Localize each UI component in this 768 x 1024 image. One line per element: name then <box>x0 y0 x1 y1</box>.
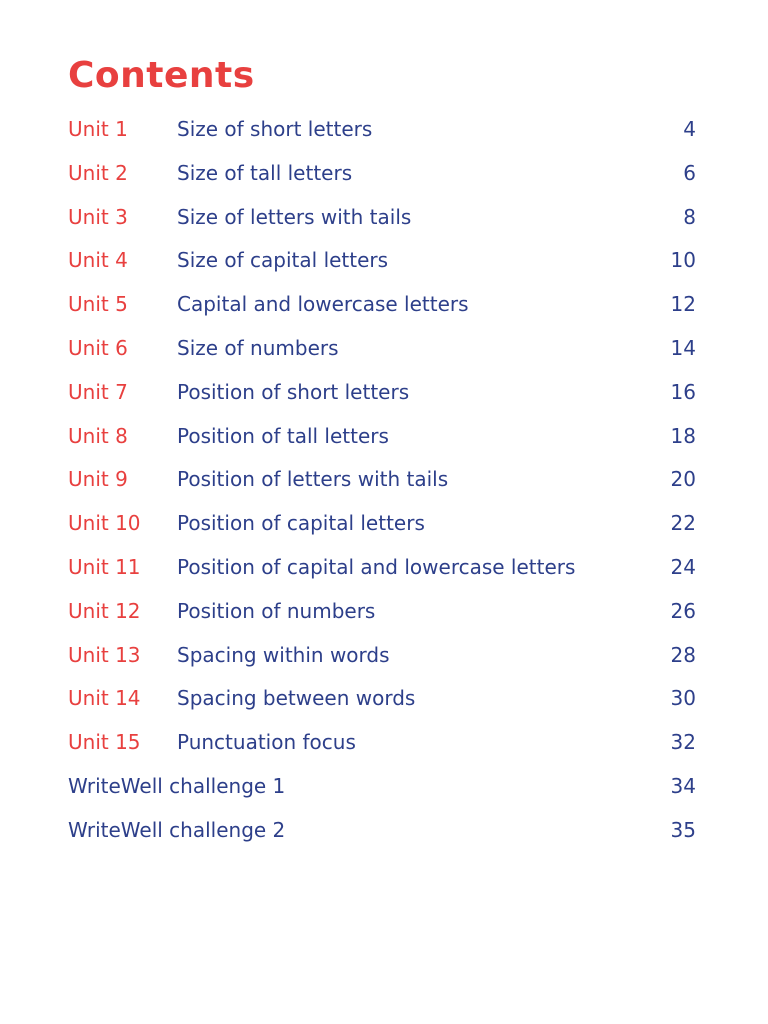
topic-title: Position of letters with tails <box>177 467 449 492</box>
topic-title: Capital and lowercase letters <box>177 292 469 317</box>
unit-label: Unit 11 <box>68 554 141 579</box>
topic-title: Size of letters with tails <box>177 204 412 229</box>
toc-entry <box>68 327 698 371</box>
page-number: 34 <box>670 773 696 798</box>
toc-entry <box>68 590 698 634</box>
unit-label: Unit 3 <box>68 204 128 229</box>
toc-entry <box>68 239 698 283</box>
topic-title: Size of tall letters <box>177 160 353 185</box>
toc-entry <box>68 108 698 152</box>
topic-title: Spacing within words <box>177 642 390 667</box>
page-number: 30 <box>670 686 696 711</box>
page-number: 26 <box>670 598 696 623</box>
topic-title: Spacing between words <box>177 686 416 711</box>
toc-entry <box>68 283 698 327</box>
toc-entry <box>68 458 698 502</box>
page-number: 28 <box>670 642 696 667</box>
toc-entry <box>68 546 698 590</box>
topic-title: WriteWell challenge 2 <box>68 817 286 842</box>
topic-title: Position of numbers <box>177 598 376 623</box>
unit-label: Unit 1 <box>68 117 128 141</box>
unit-label: Unit 5 <box>68 292 128 317</box>
unit-label: Unit 7 <box>68 379 128 404</box>
toc-entry <box>68 765 698 809</box>
unit-label: Unit 8 <box>68 423 128 448</box>
page-number: 14 <box>670 335 696 360</box>
page-number: 35 <box>670 817 696 842</box>
toc-entry <box>68 721 698 765</box>
page-number: 32 <box>670 730 696 755</box>
page-number: 8 <box>683 204 696 229</box>
toc-entry <box>68 502 698 546</box>
page-number: 10 <box>670 248 696 273</box>
page-number: 20 <box>670 467 696 492</box>
unit-label: Unit 2 <box>68 160 128 185</box>
unit-label: Unit 14 <box>68 686 141 711</box>
topic-title: Position of tall letters <box>177 423 389 448</box>
unit-label: Unit 13 <box>68 642 141 667</box>
toc-entry <box>68 809 698 853</box>
unit-label: Unit 15 <box>68 730 141 755</box>
table-of-contents <box>68 108 698 853</box>
page-number: 22 <box>670 511 696 536</box>
topic-title: Position of capital letters <box>177 511 425 536</box>
page-number: 24 <box>670 554 696 579</box>
topic-title: Position of capital and lowercase letters <box>177 554 576 579</box>
page-number: 16 <box>670 379 696 404</box>
page-title: Contents <box>68 55 255 96</box>
toc-entry <box>68 371 698 415</box>
topic-title: Punctuation focus <box>177 730 356 755</box>
topic-title: Size of capital letters <box>177 248 389 273</box>
toc-entry <box>68 677 698 721</box>
toc-entry <box>68 152 698 196</box>
toc-entry <box>68 634 698 678</box>
unit-label: Unit 10 <box>68 511 141 536</box>
page-number: 18 <box>670 423 696 448</box>
topic-title: Size of short letters <box>177 117 373 141</box>
topic-title: Size of numbers <box>177 335 339 360</box>
page-number: 6 <box>683 160 696 185</box>
toc-entry <box>68 415 698 459</box>
topic-title: Position of short letters <box>177 379 410 404</box>
topic-title: WriteWell challenge 1 <box>68 773 286 798</box>
unit-label: Unit 4 <box>68 248 128 273</box>
unit-label: Unit 9 <box>68 467 128 492</box>
page-number: 12 <box>670 292 696 317</box>
toc-entry <box>68 196 698 240</box>
unit-label: Unit 12 <box>68 598 141 623</box>
page-number: 4 <box>683 117 696 141</box>
unit-label: Unit 6 <box>68 335 128 360</box>
